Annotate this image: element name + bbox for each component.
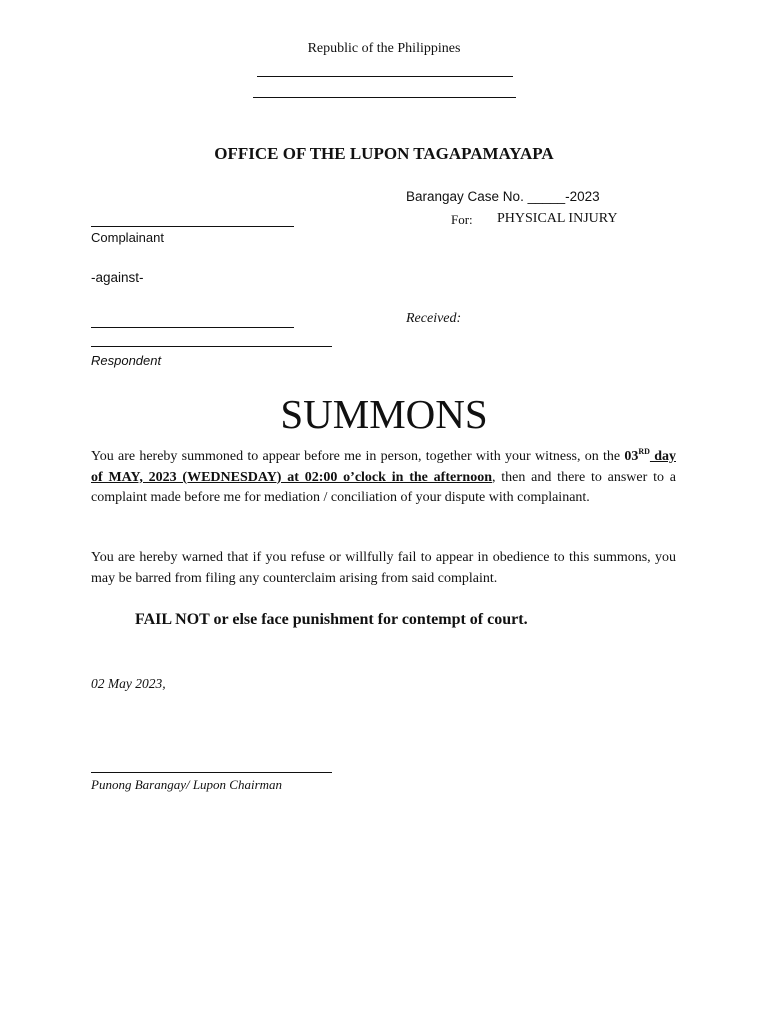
- paragraph-1-end: , then and there to answer to a complaint made before me for mediation / conciliation of your dispute with complainant.: [91, 469, 676, 505]
- office-title: OFFICE OF THE LUPON TAGAPAMAYAPA: [214, 144, 554, 163]
- respondent-name-line-2: [91, 346, 332, 347]
- for-label: For:: [451, 212, 473, 227]
- complainant-name-line: [91, 226, 294, 227]
- respondent-name-line-1: [91, 327, 294, 328]
- signatory-label: Punong Barangay/ Lupon Chairman: [91, 777, 283, 792]
- address-line-2: [253, 97, 516, 98]
- against-text: -against-: [91, 270, 144, 285]
- signature-line: [91, 772, 332, 773]
- fail-not-warning: FAIL NOT or else face punishment for contempt of court.: [135, 611, 528, 628]
- case-number: Barangay Case No. _____-2023: [406, 189, 600, 204]
- address-line-1: [257, 76, 513, 77]
- paragraph-1-start: You are hereby summoned to appear before me in person, together with your witness, on the: [91, 449, 625, 464]
- document-title: SUMMONS: [280, 391, 488, 437]
- warning-paragraph: You are hereby warned that if you refuse or willfully fail to appear in obedience to this summons, you may be barred from filing any counterclaim arising from said complaint.: [91, 550, 676, 586]
- complainant-label: Complainant: [91, 230, 164, 245]
- hearing-date-time: day of MAY, 2023 (WEDNESDAY) at 02:00 o’clock in the afternoon: [91, 449, 676, 485]
- hearing-day-suffix: RD: [638, 447, 650, 456]
- issue-date: 02 May 2023,: [91, 676, 166, 691]
- respondent-label: Respondent: [91, 353, 162, 368]
- hearing-day: 03: [624, 449, 639, 464]
- country-heading: Republic of the Philippines: [307, 41, 461, 56]
- summons-paragraph: [91, 447, 676, 509]
- offense-value: PHYSICAL INJURY: [497, 211, 618, 226]
- received-label: Received:: [406, 311, 462, 326]
